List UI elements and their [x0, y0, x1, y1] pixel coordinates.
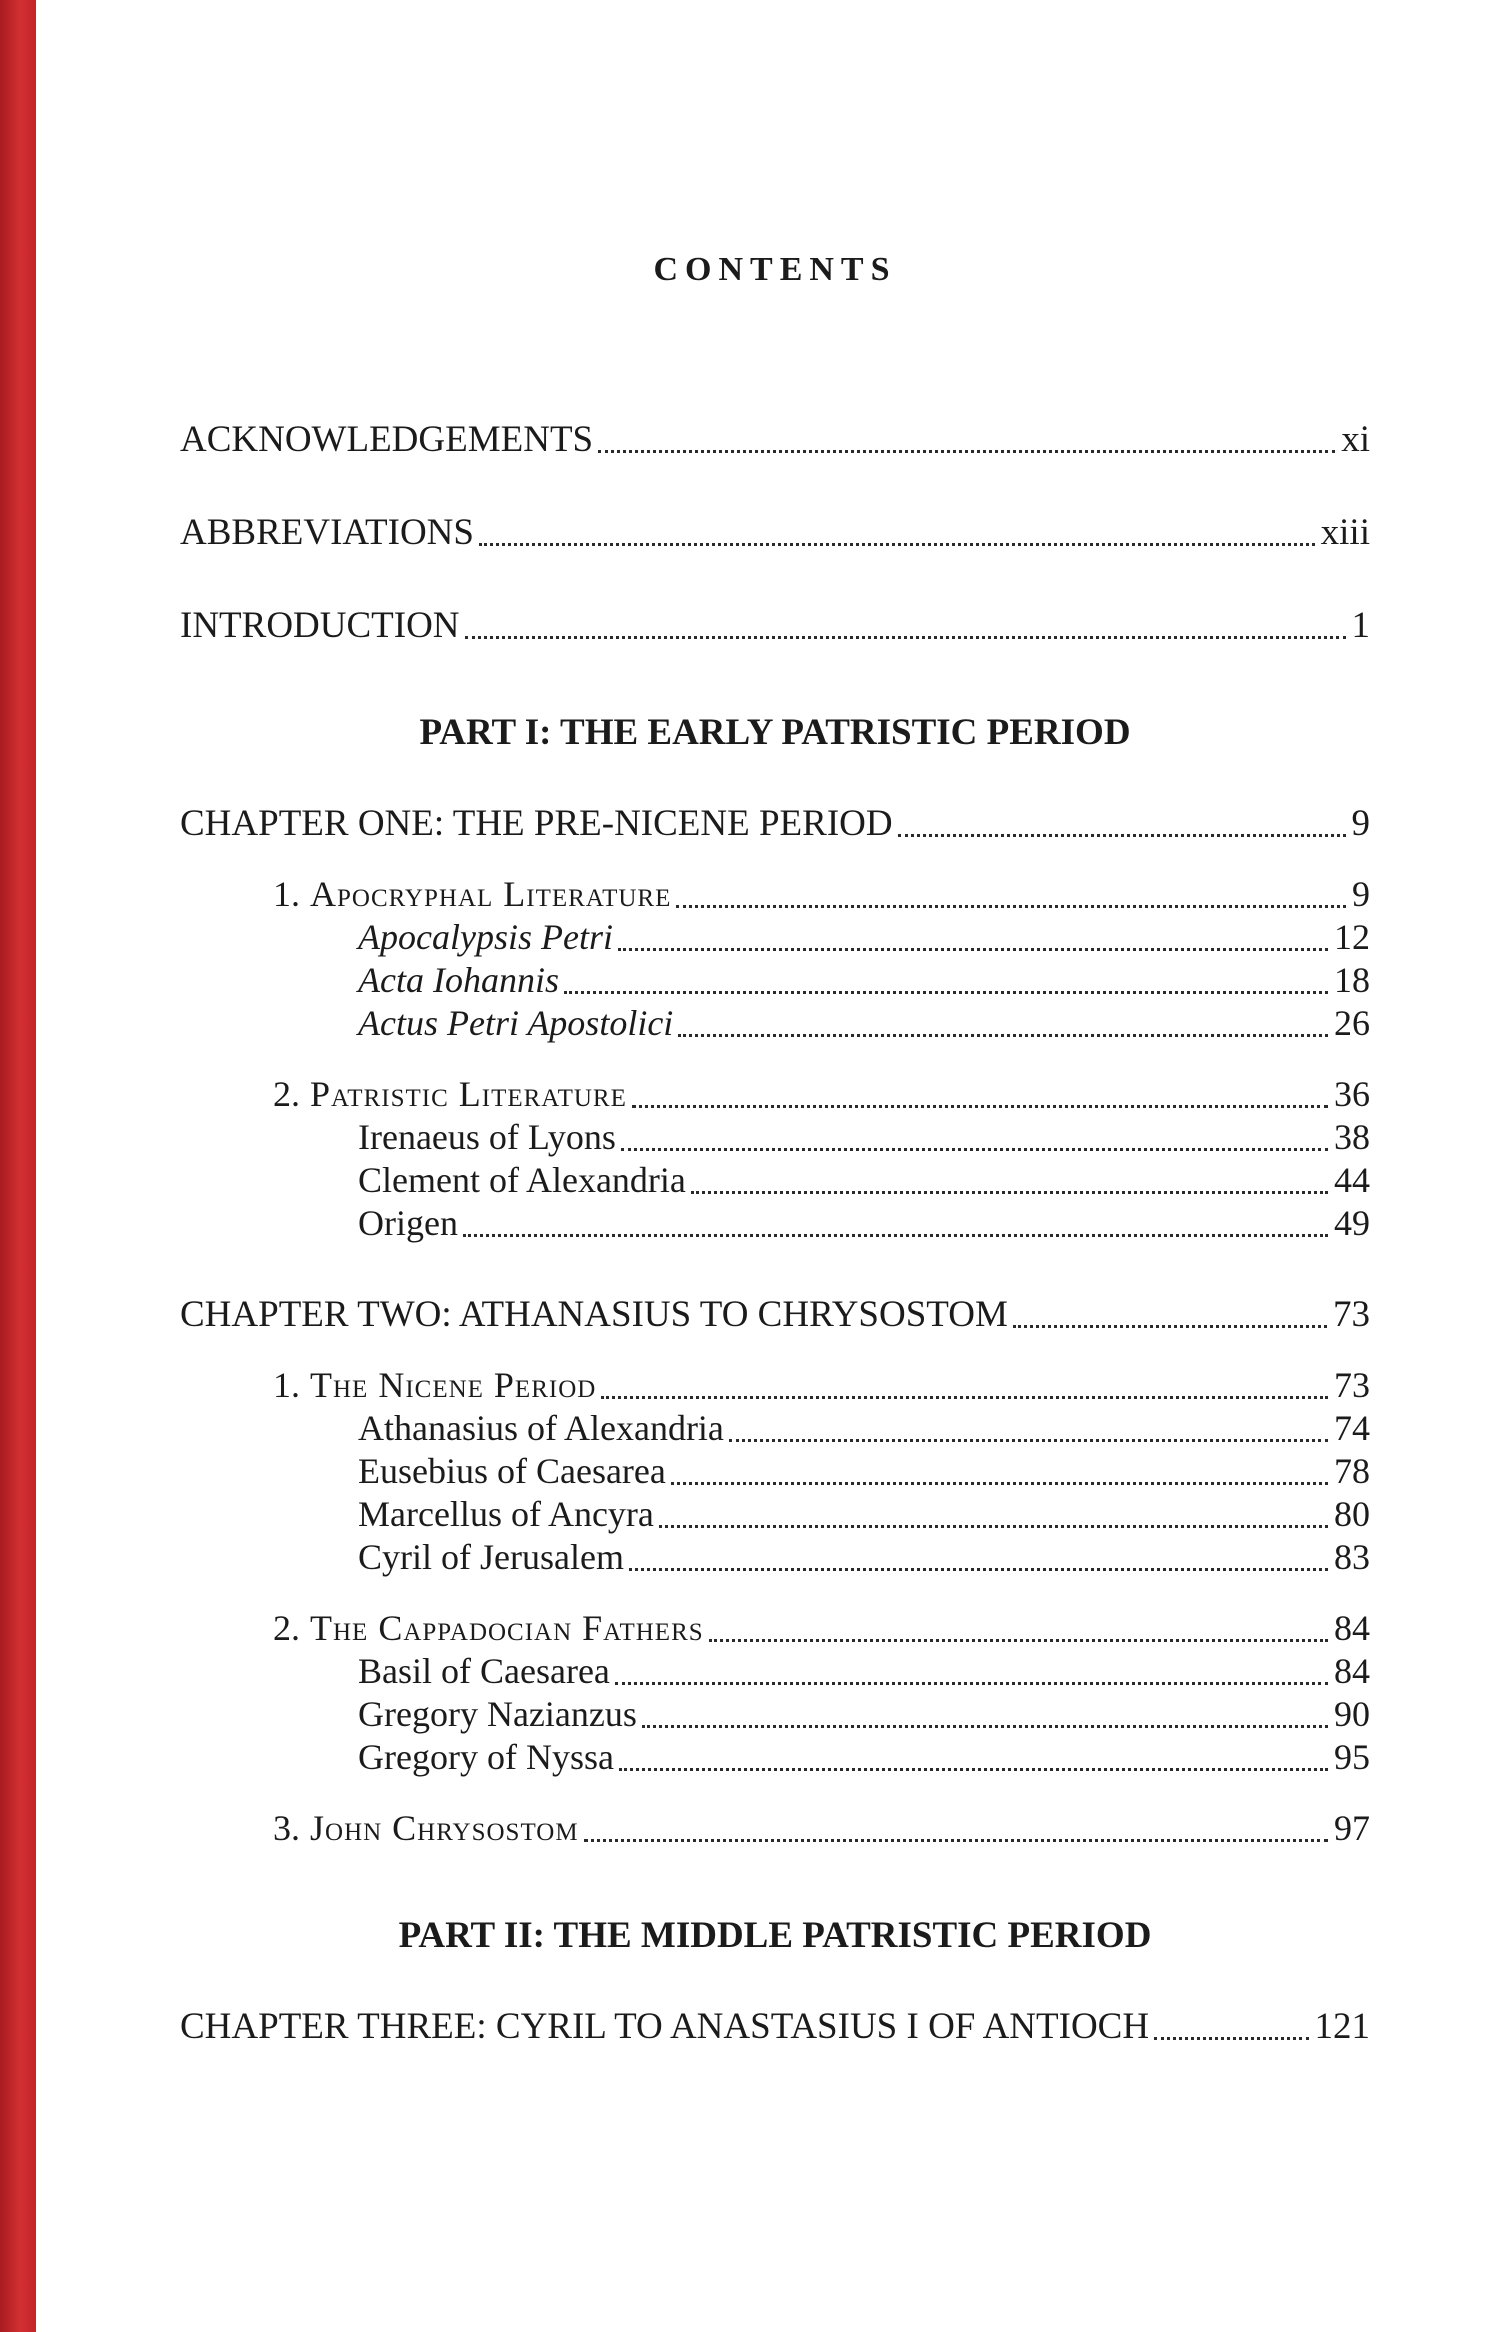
part-heading: PART I: THE EARLY PATRISTIC PERIOD — [419, 712, 1131, 753]
section-number: 1. — [273, 874, 300, 914]
page-number: 80 — [1334, 1494, 1370, 1534]
entry-label — [273, 873, 671, 916]
chapter-title: CHAPTER TWO: ATHANASIUS TO CHRYSOSTOM — [180, 1294, 1008, 1335]
entry-text: Marcellus of Ancyra — [358, 1494, 654, 1534]
toc-entry — [180, 1202, 1370, 1245]
toc-entry — [180, 1116, 1370, 1159]
entry-text: Eusebius of Caesarea — [358, 1451, 666, 1491]
page-number: 97 — [1334, 1808, 1370, 1848]
toc-entry — [180, 418, 1370, 461]
page-title: CONTENTS — [653, 251, 897, 288]
page-number: 73 — [1334, 1365, 1370, 1405]
entry-text: Acta Iohannis — [358, 960, 559, 1000]
dot-leader — [659, 1525, 1328, 1528]
page-number: 26 — [1334, 1003, 1370, 1043]
dot-leader — [619, 1768, 1328, 1771]
entry-label — [180, 418, 593, 461]
entry-label — [358, 1407, 724, 1450]
entry-label — [273, 1364, 596, 1407]
entry-label — [358, 959, 559, 1002]
entry-text: Gregory of Nyssa — [358, 1737, 614, 1777]
toc-entry — [180, 2005, 1370, 2048]
entry-label — [273, 1807, 579, 1850]
page-number: 74 — [1334, 1408, 1370, 1448]
section-number: 1. — [273, 1365, 300, 1405]
toc-entry — [180, 1073, 1370, 1116]
page-number: 83 — [1334, 1537, 1370, 1577]
entry-text: Irenaeus of Lyons — [358, 1117, 616, 1157]
toc-entry — [180, 1493, 1370, 1536]
page-number: xiii — [1320, 512, 1370, 553]
page-number: 12 — [1334, 917, 1370, 957]
toc-entry — [180, 1650, 1370, 1693]
toc-entry — [180, 1407, 1370, 1450]
page-number: 84 — [1334, 1608, 1370, 1648]
entry-label — [358, 1116, 616, 1159]
entry-label — [358, 1536, 624, 1579]
dot-leader — [898, 834, 1346, 837]
page-number: 9 — [1351, 803, 1370, 844]
entry-label — [180, 1293, 1008, 1336]
toc-entry — [180, 1693, 1370, 1736]
page-number: 44 — [1334, 1160, 1370, 1200]
dot-leader — [584, 1839, 1328, 1842]
toc-entry — [180, 959, 1370, 1002]
section-title: Patristic Literature — [310, 1074, 627, 1114]
toc-entry — [180, 873, 1370, 916]
section-title: John Chrysostom — [310, 1808, 579, 1848]
page-number: xi — [1341, 419, 1370, 460]
dot-leader — [691, 1191, 1328, 1194]
toc-entry — [180, 1607, 1370, 1650]
dot-leader — [629, 1568, 1328, 1571]
page-number: 90 — [1334, 1694, 1370, 1734]
toc-entry — [180, 1293, 1370, 1336]
dot-leader — [479, 543, 1315, 546]
dot-leader — [465, 636, 1346, 639]
section-title: Apocryphal Literature — [310, 874, 672, 914]
dot-leader — [1154, 2037, 1308, 2040]
entry-label — [273, 1073, 627, 1116]
part-heading: PART II: THE MIDDLE PATRISTIC PERIOD — [398, 1915, 1152, 1956]
section-number: 2. — [273, 1608, 300, 1648]
dot-leader — [463, 1234, 1328, 1237]
page-number: 1 — [1351, 605, 1370, 646]
entry-text: Basil of Caesarea — [358, 1651, 610, 1691]
entry-label — [358, 1493, 654, 1536]
toc-entry — [180, 1736, 1370, 1779]
entry-label — [180, 802, 893, 845]
toc-entry — [180, 802, 1370, 845]
dot-leader — [615, 1682, 1328, 1685]
section-title: The Cappadocian Fathers — [310, 1608, 704, 1648]
entry-label — [358, 916, 613, 959]
page-number: 73 — [1333, 1294, 1370, 1335]
toc-list — [180, 418, 1370, 2048]
page-number: 18 — [1334, 960, 1370, 1000]
toc-entry — [180, 604, 1370, 647]
page-number: 36 — [1334, 1074, 1370, 1114]
entry-text: Origen — [358, 1203, 458, 1243]
page-number: 9 — [1352, 874, 1370, 914]
page-number: 78 — [1334, 1451, 1370, 1491]
entry-label — [358, 1450, 666, 1493]
dot-leader — [1013, 1325, 1327, 1328]
entry-label — [180, 2005, 1149, 2048]
entry-text: Apocalypsis Petri — [358, 917, 613, 957]
dot-leader — [601, 1396, 1328, 1399]
dot-leader — [709, 1639, 1328, 1642]
entry-label — [358, 1202, 458, 1245]
entry-text: Athanasius of Alexandria — [358, 1408, 724, 1448]
dot-leader — [598, 450, 1335, 453]
entry-label — [358, 1650, 610, 1693]
dot-leader — [729, 1439, 1328, 1442]
dot-leader — [676, 905, 1346, 908]
toc-entry — [180, 1002, 1370, 1045]
toc-entry — [180, 1450, 1370, 1493]
toc-entry — [180, 1536, 1370, 1579]
entry-label — [358, 1736, 614, 1779]
page-number: 84 — [1334, 1651, 1370, 1691]
chapter-title: CHAPTER ONE: THE PRE-NICENE PERIOD — [180, 803, 893, 844]
entry-label — [358, 1159, 686, 1202]
entry-text: Clement of Alexandria — [358, 1160, 686, 1200]
entry-text: Cyril of Jerusalem — [358, 1537, 624, 1577]
page-number: 49 — [1334, 1203, 1370, 1243]
dot-leader — [621, 1148, 1328, 1151]
section-number: 2. — [273, 1074, 300, 1114]
entry-label — [358, 1002, 673, 1045]
dot-leader — [564, 991, 1328, 994]
dot-leader — [671, 1482, 1328, 1485]
toc-entry — [180, 1807, 1370, 1850]
entry-label — [180, 604, 460, 647]
entry-text: INTRODUCTION — [180, 605, 460, 646]
page-number: 121 — [1314, 2006, 1370, 2047]
entry-label — [358, 1693, 637, 1736]
dot-leader — [678, 1034, 1328, 1037]
page-number: 38 — [1334, 1117, 1370, 1157]
dot-leader — [618, 948, 1328, 951]
toc-entry — [180, 1159, 1370, 1202]
toc-entry — [180, 1364, 1370, 1407]
section-number: 3. — [273, 1808, 300, 1848]
page-number: 95 — [1334, 1737, 1370, 1777]
entry-text: ABBREVIATIONS — [180, 512, 474, 553]
chapter-title: CHAPTER THREE: CYRIL TO ANASTASIUS I OF ANTIOCH — [180, 2006, 1150, 2047]
entry-label — [273, 1607, 704, 1650]
entry-text: ACKNOWLEDGEMENTS — [180, 419, 594, 460]
entry-text: Actus Petri Apostolici — [358, 1003, 674, 1043]
entry-text: Gregory Nazianzus — [358, 1694, 637, 1734]
section-title: The Nicene Period — [310, 1365, 597, 1405]
entry-label — [180, 511, 474, 554]
toc-entry — [180, 916, 1370, 959]
toc-entry — [180, 511, 1370, 554]
dot-leader — [642, 1725, 1328, 1728]
dot-leader — [632, 1105, 1328, 1108]
